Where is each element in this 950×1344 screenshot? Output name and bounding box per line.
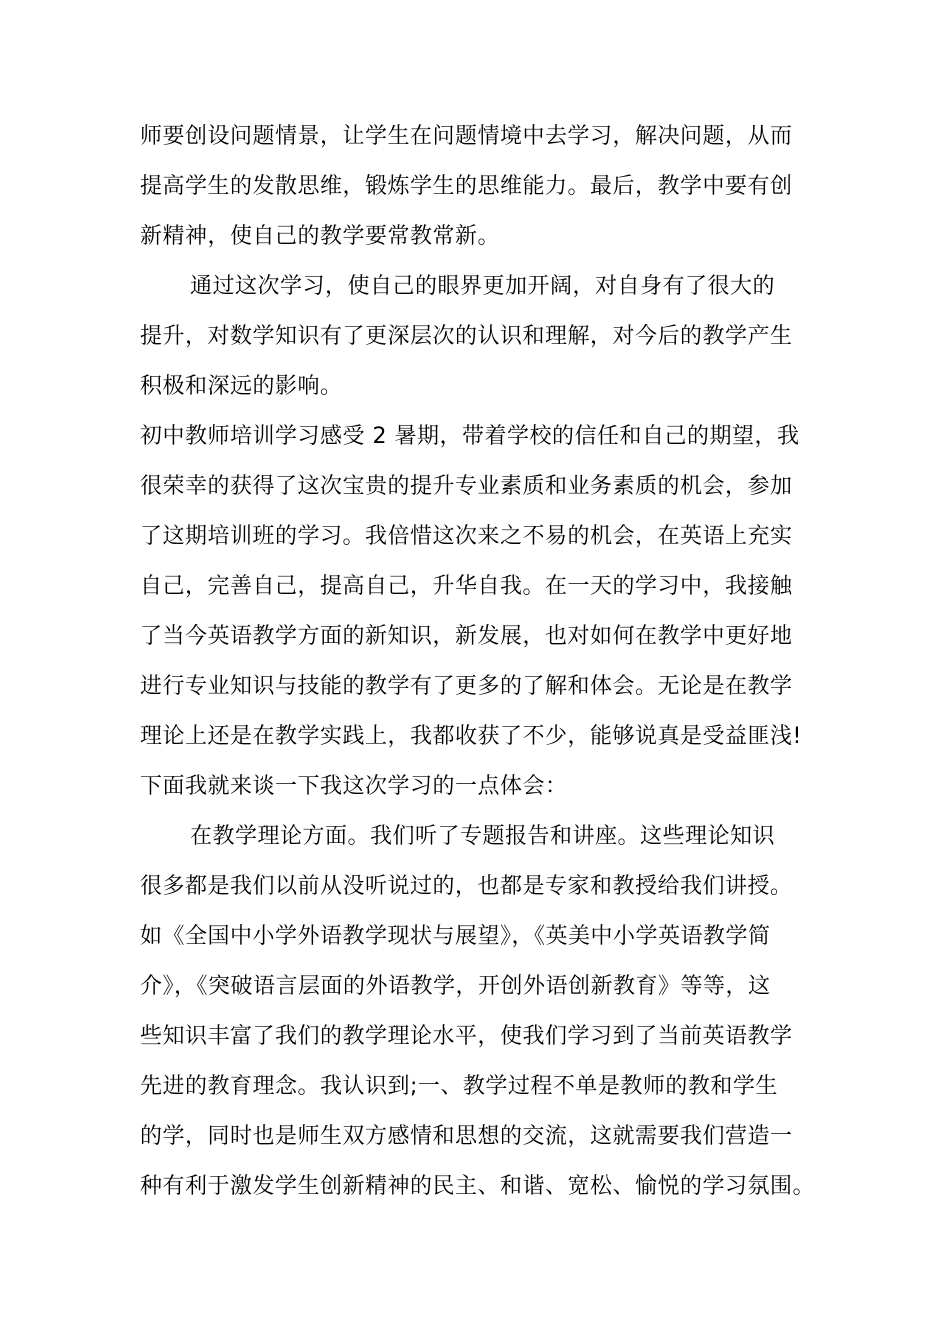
text-line: 师要创设问题情景，让学生在问题情境中去学习，解决问题，从而 [140,124,793,149]
text-line: 很多都是我们以前从没听说过的，也都是专家和教授给我们讲授。 [140,874,793,899]
text-line: 积极和深远的影响。 [140,374,343,399]
text-line: 提升，对数学知识有了更深层次的认识和理解，对今后的教学产生 [140,324,793,349]
text-line: 进行专业知识与技能的教学有了更多的了解和体会。无论是在教学 [140,674,793,699]
text-line: 些知识丰富了我们的教学理论水平，使我们学习到了当前英语教学 [140,1024,793,1049]
text-line: 了这期培训班的学习。我倍惜这次来之不易的机会，在英语上充实 [140,524,793,549]
text-line: 理论上还是在教学实践上，我都收获了不少，能够说真是受益匪浅! [140,724,802,749]
text-line: 了当今英语教学方面的新知识，新发展，也对如何在教学中更好地 [140,624,793,649]
paragraph-start-line: 通过这次学习，使自己的眼界更加开阔，对自身有了很大的 [190,274,776,299]
text-line: 先进的教育理念。我认识到;一、教学过程不单是教师的教和学生 [140,1074,778,1099]
text-line: 自己，完善自己，提高自己，升华自我。在一天的学习中，我接触 [140,574,793,599]
text-line: 很荣幸的获得了这次宝贵的提升专业素质和业务素质的机会，参加 [140,474,793,499]
text-line: 新精神，使自己的教学要常教常新。 [140,224,501,249]
text-line: 提高学生的发散思维，锻炼学生的思维能力。最后，教学中要有创 [140,174,793,199]
text-line: 的学，同时也是师生双方感情和思想的交流，这就需要我们营造一 [140,1124,793,1149]
text-line: 初中教师培训学习感受 2 暑期，带着学校的信任和自己的期望，我 [140,424,800,449]
text-line: 如《全国中小学外语教学现状与展望》，《英美中小学英语教学简 [140,924,771,949]
text-line: 介》，《突破语言层面的外语教学，开创外语创新教育》等等，这 [140,974,771,999]
paragraph-start-line: 在教学理论方面。我们听了专题报告和讲座。这些理论知识 [190,824,776,849]
text-line: 种有利于激发学生创新精神的民主、和谐、宽松、愉悦的学习氛围。 [140,1174,816,1199]
text-line: 下面我就来谈一下我这次学习的一点体会： [140,774,568,799]
